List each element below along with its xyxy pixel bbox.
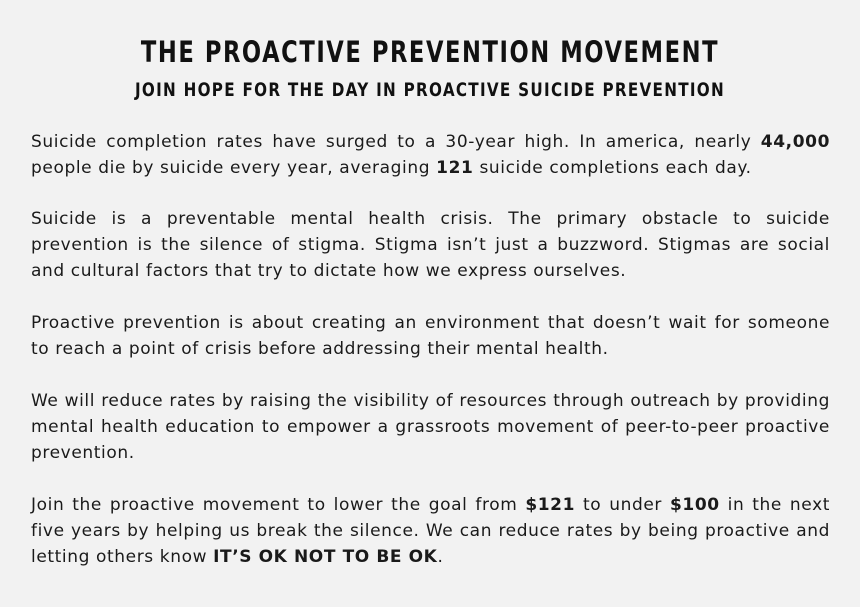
p5-text-4: . bbox=[437, 547, 444, 567]
p5-text-1: Join the proactive movement to lower the goal from bbox=[31, 495, 526, 515]
p5-bold-target-goal: $100 bbox=[669, 495, 720, 515]
paragraph-reduce-rates: We will reduce rates by raising the visibility of resources through outreach by providing mental health education to empower a grassroots movement of peer-to-peer proactive prevention. bbox=[31, 391, 830, 463]
p1-text-3: suicide completions each day. bbox=[473, 158, 752, 178]
p5-bold-slogan: IT’S OK NOT TO BE OK bbox=[213, 547, 438, 567]
paragraph-proactive-prevention: Proactive prevention is about creating an environment that doesn’t wait for someone to reach a point of crisis before addressing their mental health. bbox=[31, 313, 830, 359]
p5-text-3: in the next five years by helping us break the silence. We can reduce rates by being proactive and letting others know bbox=[31, 495, 830, 567]
paragraph-join-movement bbox=[31, 492, 830, 570]
p1-text-2: people die by suicide every year, averaging bbox=[31, 158, 437, 178]
paragraph-stigma: Suicide is a preventable mental health crisis. The primary obstacle to suicide prevention is the silence of stigma. Stigma isn’t just a buzzword. Stigmas are social and cultural factors that try to dictate how we express ourselves. bbox=[31, 209, 830, 281]
p1-bold-daily: 121 bbox=[436, 158, 474, 178]
page-subtitle: JOIN HOPE FOR THE DAY IN PROACTIVE SUICIDE PREVENTION bbox=[134, 79, 726, 101]
paragraph-statistics bbox=[31, 129, 830, 181]
p5-bold-current-goal: $121 bbox=[525, 495, 576, 515]
page-title: THE PROACTIVE PREVENTION MOVEMENT bbox=[140, 35, 720, 69]
p1-bold-deaths: 44,000 bbox=[760, 132, 830, 152]
p5-text-2: to under bbox=[575, 495, 670, 515]
p1-text-1: Suicide completion rates have surged to a 30-year high. In america, nearly bbox=[31, 132, 761, 152]
